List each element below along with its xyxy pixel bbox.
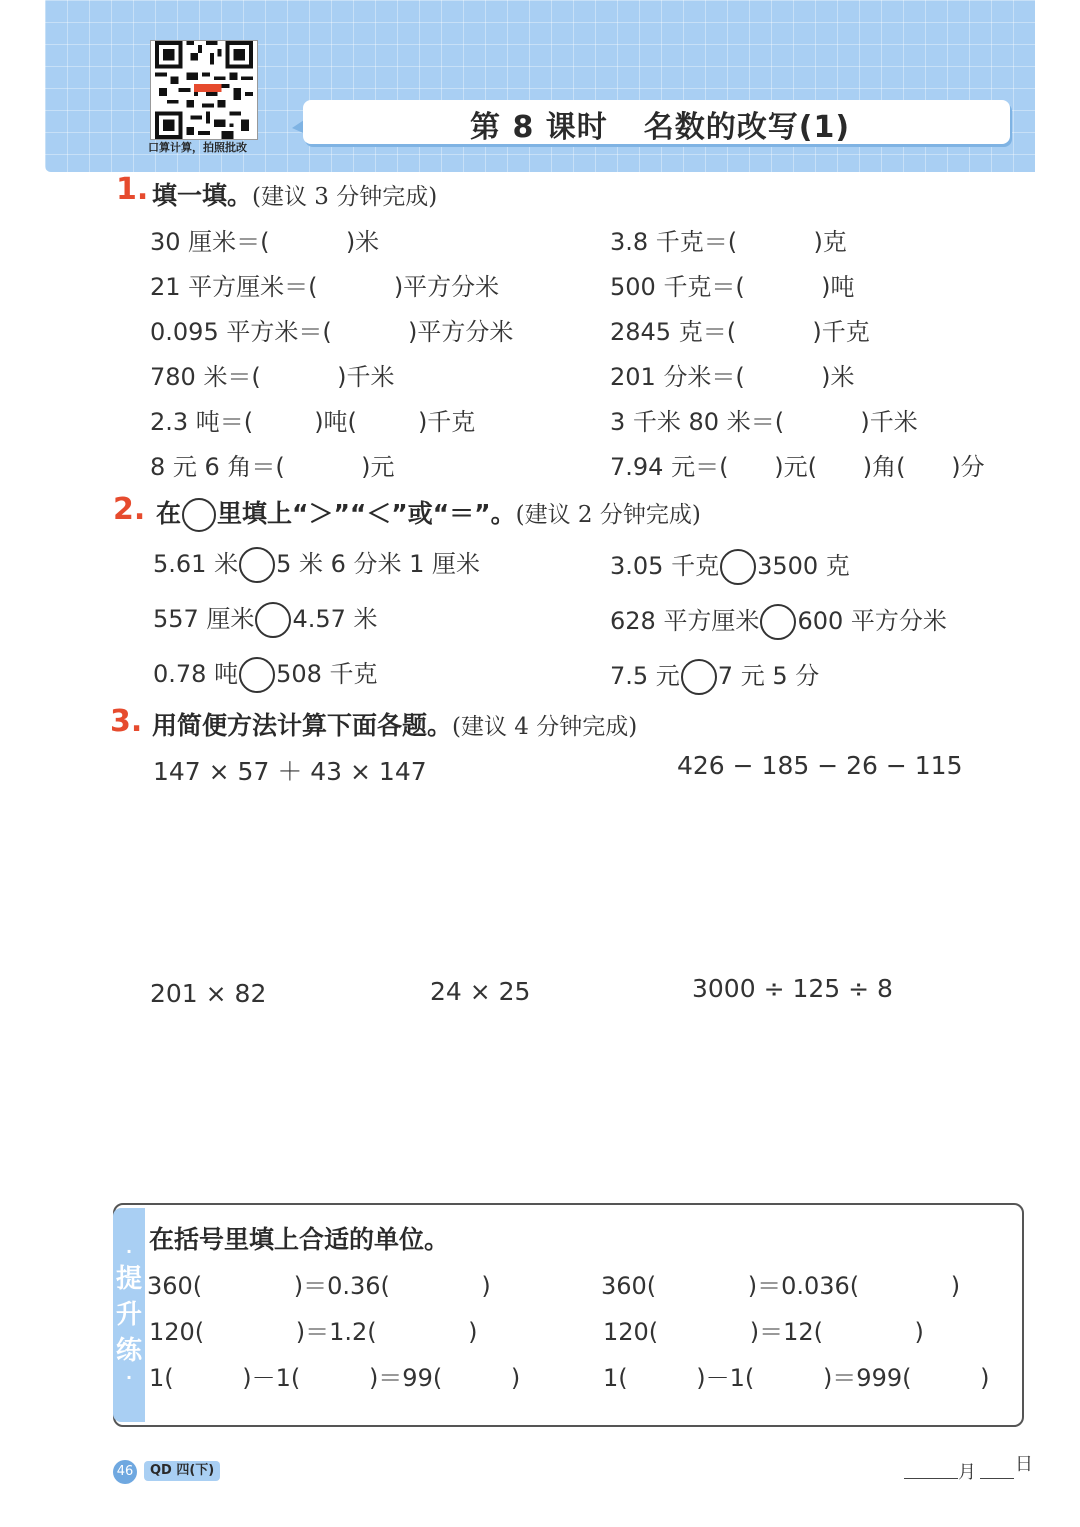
practice-title: 在括号里填上合适的单位。 bbox=[149, 1225, 450, 1254]
tab-char: 练 bbox=[115, 1336, 142, 1366]
q2-left-value: 557 厘米 bbox=[153, 605, 255, 633]
compare-circle[interactable] bbox=[720, 549, 756, 585]
q2-heading bbox=[156, 494, 701, 532]
circle-blank-icon bbox=[182, 498, 216, 532]
q1-item: 21 平方厘米＝( )平方分米 bbox=[150, 273, 500, 301]
q2-item bbox=[153, 544, 480, 583]
q1-item: 500 千克＝( )吨 bbox=[610, 273, 855, 301]
practice-item: 120( )＝12( ) bbox=[603, 1318, 924, 1346]
month-blank bbox=[904, 1478, 958, 1479]
q2-title-post: 里填上“＞”“＜”或“＝”。 bbox=[217, 499, 516, 528]
lesson-name: 名数的改写(1) bbox=[643, 110, 851, 145]
q2-right-value: 508 千克 bbox=[276, 660, 378, 688]
q1-item: 8 元 6 角＝( )元 bbox=[150, 453, 395, 481]
compare-circle[interactable] bbox=[239, 547, 275, 583]
compare-circle[interactable] bbox=[255, 602, 291, 638]
compare-circle[interactable] bbox=[239, 657, 275, 693]
compare-circle[interactable] bbox=[760, 604, 796, 640]
practice-item: 1( )－1( )＝999( ) bbox=[603, 1364, 990, 1392]
month-label: 月 bbox=[958, 1462, 976, 1483]
q3-expression: 147 × 57 ＋ 43 × 147 bbox=[153, 757, 427, 786]
q2-item bbox=[153, 599, 378, 638]
tab-char: 提 bbox=[115, 1264, 142, 1294]
compare-circle[interactable] bbox=[681, 659, 717, 695]
q2-left-value: 0.78 吨 bbox=[153, 660, 239, 688]
tab-char: 升 bbox=[115, 1300, 142, 1330]
qr-caption: 口算计算，拍照批改 bbox=[148, 141, 247, 154]
practice-item: 120( )＝1.2( ) bbox=[149, 1318, 478, 1346]
q2-left-value: 3.05 千克 bbox=[610, 552, 720, 580]
q2-left-value: 628 平方厘米 bbox=[610, 607, 760, 635]
q1-item: 3.8 千克＝( )克 bbox=[610, 228, 847, 256]
q2-right-value: 5 米 6 分米 1 厘米 bbox=[276, 550, 481, 578]
q1-item: 780 米＝( )千米 bbox=[150, 363, 395, 391]
q2-left-value: 7.5 元 bbox=[610, 662, 680, 690]
q3-heading bbox=[152, 706, 637, 742]
q2-right-value: 600 平方分米 bbox=[797, 607, 947, 635]
q3-expression: 201 × 82 bbox=[150, 979, 267, 1008]
q3-expression: 24 × 25 bbox=[430, 977, 531, 1006]
practice-item: 360( )＝0.36( ) bbox=[147, 1272, 491, 1300]
q2-item bbox=[153, 654, 378, 693]
q1-item: 2845 克＝( )千克 bbox=[610, 318, 870, 346]
q1-hint: (建议 3 分钟完成) bbox=[252, 184, 438, 210]
q1-item: 3 千米 80 米＝( )千米 bbox=[610, 408, 918, 436]
q1-item: 0.095 平方米＝( )平方分米 bbox=[150, 318, 514, 346]
practice-item: 1( )－1( )＝99( ) bbox=[149, 1364, 521, 1392]
q1-item: 201 分米＝( )米 bbox=[610, 363, 855, 391]
q2-item bbox=[610, 546, 850, 585]
lesson-number: 第 8 课时 bbox=[470, 110, 608, 145]
practice-side-tab bbox=[113, 1208, 145, 1422]
q3-number: 3. bbox=[110, 704, 143, 739]
q2-title-pre: 在 bbox=[156, 499, 182, 528]
q1-item: 30 厘米＝( )米 bbox=[150, 228, 380, 256]
q2-number: 2. bbox=[113, 492, 146, 527]
q2-right-value: 3500 克 bbox=[757, 552, 850, 580]
lesson-title bbox=[470, 102, 850, 146]
q3-title: 用简便方法计算下面各题。 bbox=[152, 711, 453, 740]
page-number: 46 bbox=[113, 1460, 137, 1484]
qr-code[interactable] bbox=[150, 40, 258, 140]
q2-right-value: 4.57 米 bbox=[292, 605, 378, 633]
day-blank bbox=[980, 1478, 1014, 1479]
day-label: 日 bbox=[1015, 1454, 1033, 1475]
tab-dot: · bbox=[125, 1368, 133, 1387]
q3-expression: 3000 ÷ 125 ÷ 8 bbox=[692, 974, 893, 1003]
q2-item bbox=[610, 601, 947, 640]
q1-heading bbox=[152, 176, 437, 212]
q1-item: 7.94 元＝( )元( )角( )分 bbox=[610, 453, 985, 481]
q3-hint: (建议 4 分钟完成) bbox=[452, 714, 638, 740]
q1-number: 1. bbox=[116, 172, 149, 207]
book-code: QD 四(下) bbox=[144, 1461, 220, 1481]
practice-item: 360( )＝0.036( ) bbox=[601, 1272, 961, 1300]
q3-expression: 426 − 185 − 26 − 115 bbox=[677, 751, 963, 780]
q1-item: 2.3 吨＝( )吨( )千克 bbox=[150, 408, 476, 436]
q2-right-value: 7 元 5 分 bbox=[717, 662, 820, 690]
q2-hint: (建议 2 分钟完成) bbox=[515, 502, 701, 528]
tab-dot: · bbox=[125, 1242, 133, 1261]
q2-left-value: 5.61 米 bbox=[153, 550, 239, 578]
q2-item bbox=[610, 656, 819, 695]
q1-title: 填一填。 bbox=[152, 181, 253, 210]
